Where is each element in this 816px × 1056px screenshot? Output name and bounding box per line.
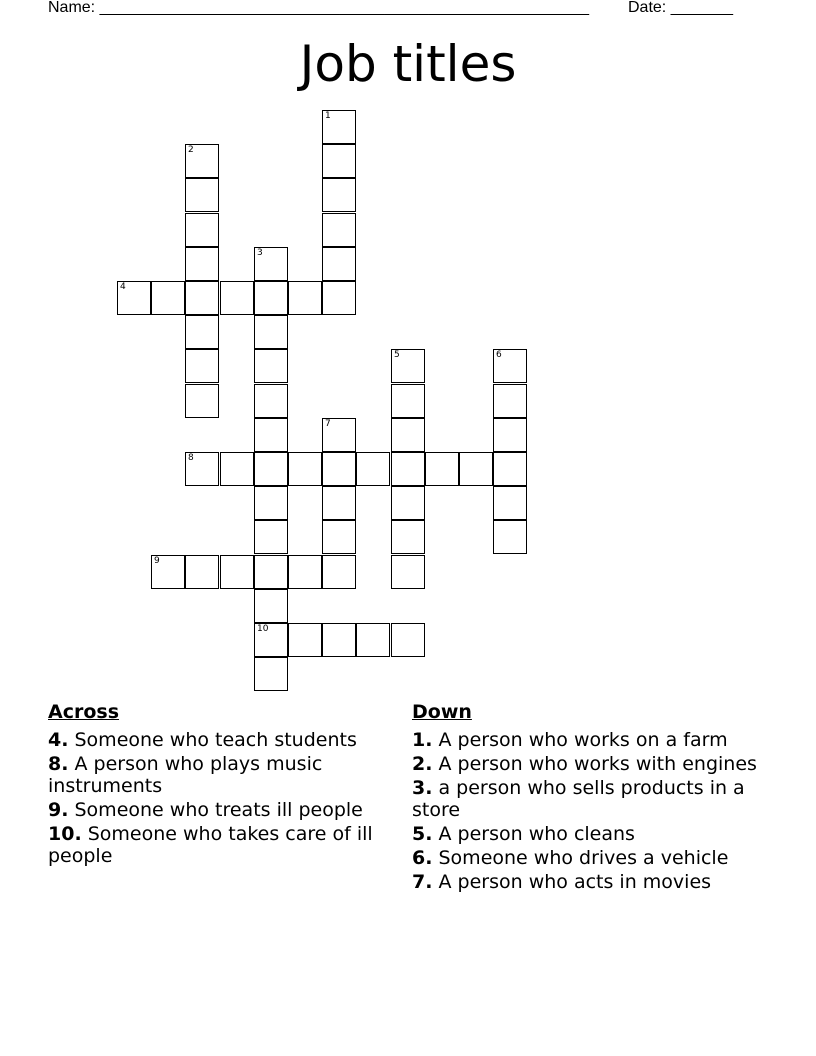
down-clues <box>412 701 757 895</box>
clue-number: 2. <box>412 753 433 775</box>
crossword-cell[interactable] <box>288 452 322 486</box>
clue-down-2 <box>412 753 757 775</box>
clue-down-3 <box>412 777 757 821</box>
crossword-cell[interactable] <box>459 452 493 486</box>
crossword-cell[interactable] <box>391 418 425 452</box>
crossword-cell[interactable] <box>117 281 151 315</box>
crossword-cell[interactable] <box>185 178 219 212</box>
crossword-cell[interactable] <box>254 623 288 657</box>
crossword-cell[interactable] <box>391 384 425 418</box>
crossword-cell[interactable] <box>391 349 425 383</box>
crossword-cell[interactable] <box>391 623 425 657</box>
crossword-cell[interactable] <box>185 555 219 589</box>
crossword-cell[interactable] <box>322 110 356 144</box>
crossword-cell[interactable] <box>288 555 322 589</box>
clue-text: A person who plays music instruments <box>48 753 323 797</box>
cell-number: 7 <box>325 419 331 429</box>
clue-down-1 <box>412 729 757 751</box>
crossword-cell[interactable] <box>254 555 288 589</box>
crossword-cell[interactable] <box>220 281 254 315</box>
clue-number: 5. <box>412 823 433 845</box>
crossword-cell[interactable] <box>493 486 527 520</box>
crossword-cell[interactable] <box>185 349 219 383</box>
crossword-cell[interactable] <box>356 623 390 657</box>
page-title: Job titles <box>299 35 517 93</box>
clue-text: A person who cleans <box>438 823 635 845</box>
crossword-cell[interactable] <box>185 144 219 178</box>
crossword-cell[interactable] <box>185 281 219 315</box>
clue-across-10 <box>48 823 403 867</box>
cell-number: 8 <box>188 453 194 463</box>
crossword-cell[interactable] <box>220 452 254 486</box>
crossword-cell[interactable] <box>254 418 288 452</box>
crossword-cell[interactable] <box>391 486 425 520</box>
date-field-label: Date: _______ <box>628 0 733 16</box>
clue-text: A person who works on a farm <box>438 729 728 751</box>
clue-number: 1. <box>412 729 433 751</box>
cell-number: 4 <box>120 282 126 292</box>
crossword-cell[interactable] <box>288 281 322 315</box>
crossword-cell[interactable] <box>322 247 356 281</box>
crossword-cell[interactable] <box>185 384 219 418</box>
crossword-cell[interactable] <box>322 144 356 178</box>
crossword-cell[interactable] <box>322 555 356 589</box>
clue-number: 4. <box>48 729 69 751</box>
crossword-cell[interactable] <box>254 520 288 554</box>
crossword-cell[interactable] <box>151 555 185 589</box>
crossword-cell[interactable] <box>322 452 356 486</box>
crossword-cell[interactable] <box>322 281 356 315</box>
name-field-label: Name: _______________________________________________________ <box>48 0 589 16</box>
crossword-cell[interactable] <box>254 349 288 383</box>
crossword-cell[interactable] <box>322 520 356 554</box>
cell-number: 2 <box>188 145 194 155</box>
cell-number: 6 <box>496 350 502 360</box>
clue-number: 6. <box>412 847 433 869</box>
cell-number: 10 <box>257 624 269 634</box>
crossword-cell[interactable] <box>254 452 288 486</box>
crossword-cell[interactable] <box>391 520 425 554</box>
across-heading: Across <box>48 701 120 723</box>
crossword-cell[interactable] <box>254 384 288 418</box>
crossword-cell[interactable] <box>391 555 425 589</box>
crossword-cell[interactable] <box>322 418 356 452</box>
crossword-cell[interactable] <box>185 247 219 281</box>
crossword-cell[interactable] <box>322 486 356 520</box>
cell-number: 3 <box>257 248 263 258</box>
crossword-cell[interactable] <box>254 247 288 281</box>
clue-down-5 <box>412 823 757 845</box>
clue-number: 3. <box>412 777 433 799</box>
clue-text: Someone who treats ill people <box>74 799 363 821</box>
clue-text: Someone who drives a vehicle <box>438 847 729 869</box>
cell-number: 1 <box>325 111 331 121</box>
clue-number: 10. <box>48 823 82 845</box>
clue-across-8 <box>48 753 403 797</box>
crossword-cell[interactable] <box>322 623 356 657</box>
crossword-cell[interactable] <box>493 452 527 486</box>
clue-across-4 <box>48 729 403 751</box>
clue-text: A person who acts in movies <box>438 871 712 893</box>
crossword-cell[interactable] <box>493 349 527 383</box>
crossword-cell[interactable] <box>493 520 527 554</box>
clue-number: 8. <box>48 753 69 775</box>
crossword-cell[interactable] <box>151 281 185 315</box>
clue-across-9 <box>48 799 403 821</box>
crossword-cell[interactable] <box>254 486 288 520</box>
crossword-cell[interactable] <box>185 315 219 349</box>
clue-text: a person who sells products in a store <box>412 777 745 821</box>
crossword-cell[interactable] <box>356 452 390 486</box>
crossword-cell[interactable] <box>322 213 356 247</box>
crossword-cell[interactable] <box>254 315 288 349</box>
crossword-cell[interactable] <box>220 555 254 589</box>
clue-text: Someone who teach students <box>74 729 357 751</box>
crossword-cell[interactable] <box>493 418 527 452</box>
across-clues <box>48 701 403 869</box>
clue-down-7 <box>412 871 757 893</box>
clue-text: Someone who takes care of ill people <box>48 823 373 867</box>
cell-number: 5 <box>394 350 400 360</box>
crossword-cell[interactable] <box>288 623 322 657</box>
clue-number: 7. <box>412 871 433 893</box>
crossword-cell[interactable] <box>185 213 219 247</box>
clue-number: 9. <box>48 799 69 821</box>
crossword-cell[interactable] <box>254 281 288 315</box>
crossword-cell[interactable] <box>391 452 425 486</box>
clue-down-6 <box>412 847 757 869</box>
crossword-cell[interactable] <box>254 589 288 623</box>
crossword-cell[interactable] <box>493 384 527 418</box>
down-heading: Down <box>412 701 472 723</box>
crossword-cell[interactable] <box>322 178 356 212</box>
clue-text: A person who works with engines <box>438 753 757 775</box>
crossword-cell[interactable] <box>254 657 288 691</box>
crossword-cell[interactable] <box>185 452 219 486</box>
crossword-cell[interactable] <box>425 452 459 486</box>
cell-number: 9 <box>154 556 160 566</box>
